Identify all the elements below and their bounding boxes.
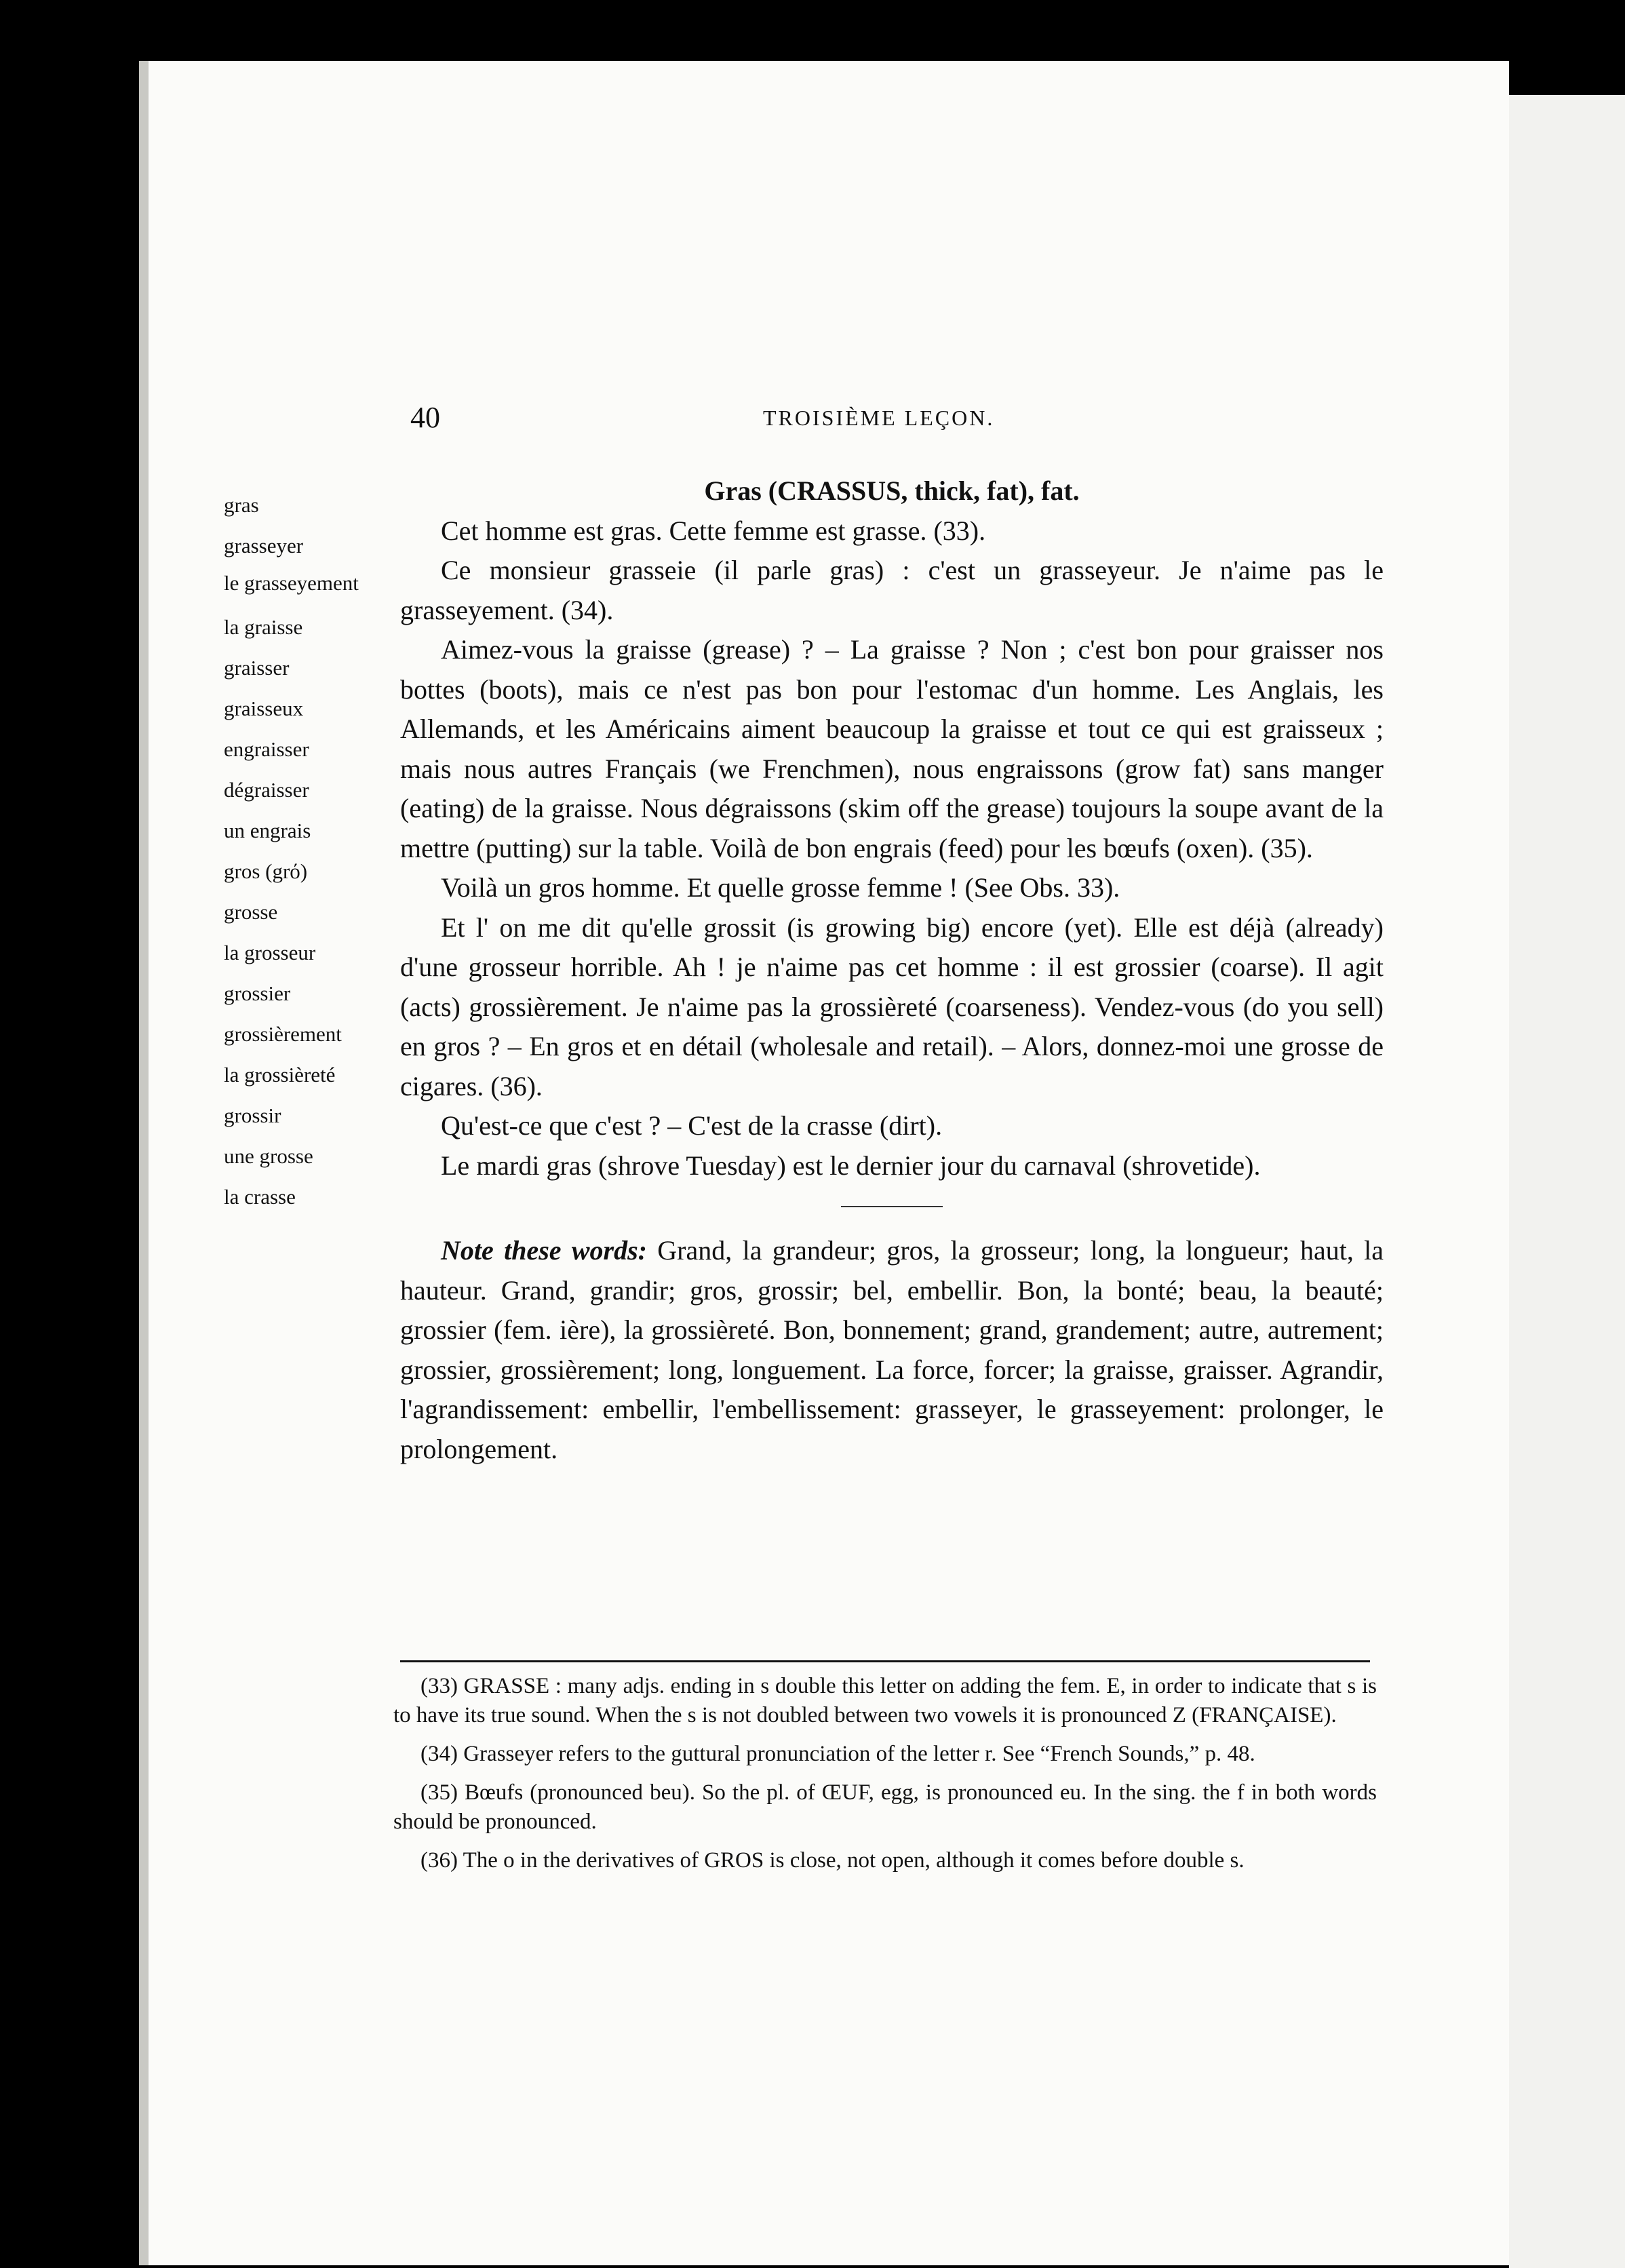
margin-word: dégraisser xyxy=(224,778,309,802)
note-lead: Note these words: xyxy=(441,1235,647,1266)
footnote: (34) Grasseyer refers to the guttural pronunciation of the letter r. See “French Sounds,” p. 48. xyxy=(420,1742,1255,1766)
paragraph: Voilà un gros homme. Et quelle grosse femme ! (See Obs. 33). xyxy=(441,872,1120,903)
section-divider xyxy=(841,1206,943,1207)
margin-word: graisseux xyxy=(224,697,304,720)
margin-word: grossier xyxy=(224,981,291,1005)
paragraph: Cet homme est gras. Cette femme est grasse. (33). xyxy=(441,515,986,546)
footnote-rule xyxy=(400,1660,1370,1662)
paragraph: Le mardi gras (shrove Tuesday) est le dernier jour du carnaval (shrovetide). xyxy=(441,1150,1261,1181)
page-header xyxy=(0,400,1625,434)
margin-word-list xyxy=(224,485,400,1217)
paragraph: Qu'est-ce que c'est ? – C'est de la crasse (dirt). xyxy=(441,1110,943,1141)
margin-word: la grossièreté xyxy=(224,1063,336,1087)
paragraph: Ce monsieur grasseie (il parle gras) : c'est un grasseyeur. Je n'aime pas le grasseyement. (34). xyxy=(400,555,1384,625)
paragraph: Aimez-vous la graisse (grease) ? – La graisse ? Non ; c'est bon pour graisser nos bottes (boots), mais ce n'est pas bon pour l'estomac d'un homme. Les Anglais, les Allemands, et les Américains aiment beaucoup la graisse et tout ce qui est graisseux ; mais nous autres Français (we Frenchmen), nous engraissons (grow fat) sans manger (eating) de la graisse. Nous dégraissons (skim off the grease) toujours la soupe avant de la mettre (putting) sur la table. Voilà de bon engrais (feed) pour les bœufs (oxen). (35). xyxy=(400,634,1384,863)
margin-word: le grasseyement xyxy=(224,571,359,595)
paragraph: Et l' on me dit qu'elle grossit (is growing big) encore (yet). Elle est déjà (already) d'une grosseur horrible. Ah ! je n'aime pas cet homme : il est grossier (coarse). Il agit (acts) grossièrement. Je n'aime pas la grossièreté (coarseness). Vendez-vous (do you sell) en gros ? – En gros et en détail (wholesale and retail). – Alors, donnez-moi une grosse de cigares. (36). xyxy=(400,912,1384,1101)
margin-word: la grosseur xyxy=(224,941,316,964)
margin-word: un engrais xyxy=(224,819,311,842)
footnote: (35) Bœufs (pronounced beu). So the pl. of ŒUF, egg, is pronounced eu. In the sing. the f in both words should be pronounced. xyxy=(393,1780,1377,1834)
footnotes xyxy=(393,1672,1377,1885)
footnote: (36) The o in the derivatives of GROS is close, not open, although it comes before double s. xyxy=(420,1848,1245,1873)
margin-word: la graisse xyxy=(224,615,303,639)
section-title: Gras (CRASSUS, thick, fat), fat. xyxy=(704,475,1080,506)
margin-word: grasseyer xyxy=(224,534,304,558)
margin-word: grosse xyxy=(224,900,278,924)
footnote: (33) GRASSE : many adjs. ending in s double this letter on adding the fem. E, in order to indicate that s is to have its true sound. When the s is not doubled between two vowels it is pronounced Z (FRANÇAISE). xyxy=(393,1674,1377,1727)
note-text: Grand, la grandeur; gros, la grosseur; long, la longueur; haut, la hauteur. Grand, grandir; gros, grossir; bel, embellir. Bon, la bonté; beau, la beauté; grossier (fem. ière), la grossièreté. Bon, bonnement; grand, grandement; autre, autrement; grossier, grossièrement; long, longuement. La force, forcer; la graisse, graisser. Agrandir, l'agrandissement: embellir, l'embellissement: grasseyer, le grasseyement: prolonger, le prolongement. xyxy=(400,1235,1384,1464)
margin-word: la crasse xyxy=(224,1185,296,1209)
lesson-body xyxy=(400,471,1384,1469)
margin-word: gras xyxy=(224,493,259,517)
margin-word: grossièrement xyxy=(224,1022,342,1046)
margin-word: engraisser xyxy=(224,737,309,761)
margin-word: grossir xyxy=(224,1103,281,1127)
margin-word: une grosse xyxy=(224,1144,313,1168)
margin-word: graisser xyxy=(224,656,290,680)
running-head: TROISIÈME LEÇON. xyxy=(763,406,995,430)
margin-word: gros (grό) xyxy=(224,859,308,883)
page-number: 40 xyxy=(410,401,440,434)
note-paragraph xyxy=(400,1231,1384,1469)
